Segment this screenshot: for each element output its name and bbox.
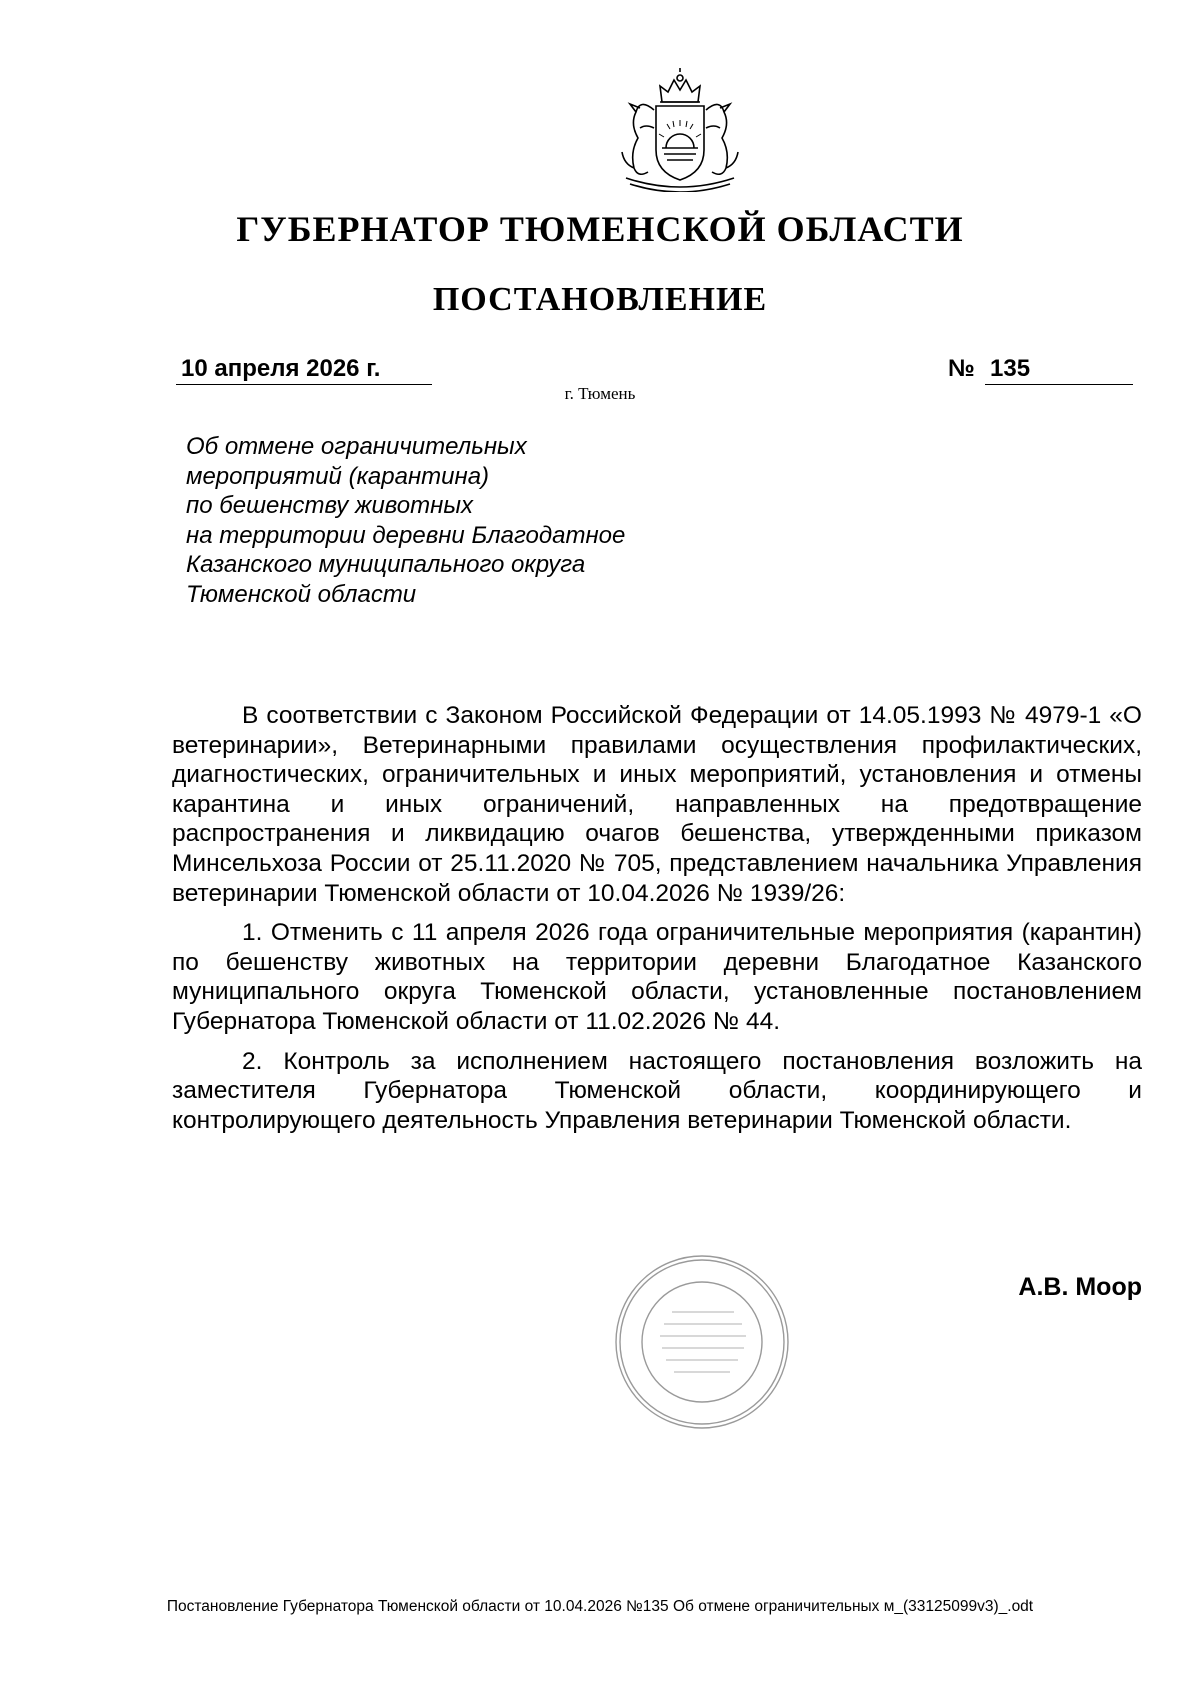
subject-line: по бешенству животных	[186, 492, 474, 519]
coat-of-arms-icon	[600, 68, 760, 192]
number-sign: №	[948, 355, 975, 382]
document-body	[172, 701, 1142, 1145]
document-date-value: 10 апреля 2026 г.	[181, 355, 381, 382]
organization-title: ГУБЕРНАТОР ТЮМЕНСКОЙ ОБЛАСТИ	[236, 209, 964, 249]
footer-file-name: Постановление Губернатора Тюменской области от 10.04.2026 №135 Об отмене ограничительных м_(33125099v3)_.odt	[166, 1598, 1034, 1615]
round-seal-icon	[612, 1252, 792, 1432]
subject-line: Об отмене ограничительных	[186, 433, 527, 460]
subject-line: мероприятий (карантина)	[186, 462, 490, 490]
document-number	[985, 356, 1133, 385]
subject-line: Казанского муниципального округа	[186, 551, 586, 578]
document-city: г. Тюмень	[564, 384, 636, 403]
document-type: ПОСТАНОВЛЕНИЕ	[432, 281, 768, 318]
preamble-paragraph: В соответствии с Законом Российской Федерации от 14.05.1993 № 4979-1 «О ветеринарии», Ветеринарными правилами осуществления профилактических, диагностических, ограничительных и иных мероприятий, установления и отмены карантина и иных ограничений, направленных на предотвращение распространения и ликвидацию очагов бешенства, утвержденными приказом Минсельхоза России от 25.11.2020 № 705, представлением начальника Управления ветеринарии Тюменской области от 10.04.2026 № 1939/26:	[172, 702, 1142, 907]
signature-name: А.В. Моор	[1018, 1273, 1142, 1301]
document-number-value: 135	[990, 355, 1031, 382]
document-date	[176, 356, 432, 385]
item-1-paragraph: 1. Отменить с 11 апреля 2026 года ограничительные мероприятия (карантин) по бешенству животных на территории деревни Благодатное Казанского муниципального округа Тюменской области, установленные постановлением Губернатора Тюменской области от 11.02.2026 № 44.	[172, 919, 1142, 1035]
document-subject	[186, 432, 746, 609]
subject-line: на территории деревни Благодатное	[186, 521, 626, 549]
item-2-paragraph: 2. Контроль за исполнением настоящего постановления возложить на заместителя Губернатора Тюменской области, координирующего и контролирующего деятельность Управления ветеринарии Тюменской области.	[172, 1047, 1142, 1134]
subject-line: Тюменской области	[186, 580, 417, 608]
